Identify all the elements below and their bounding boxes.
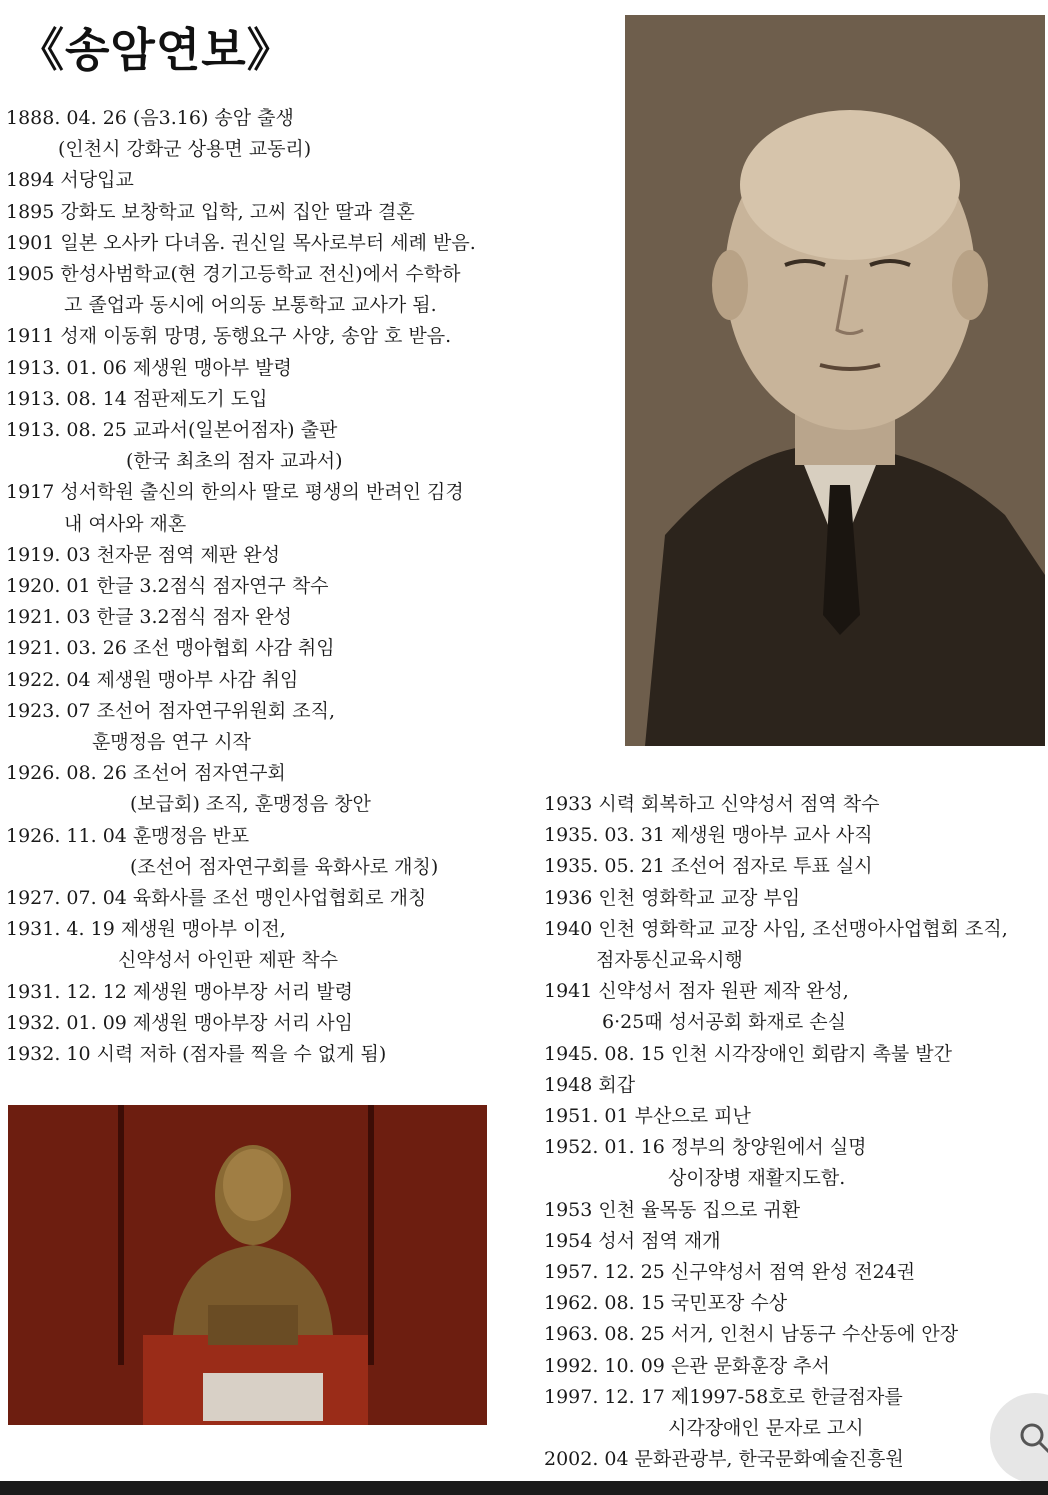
timeline-entry: 1936 인천 영화학교 교장 부임 bbox=[544, 886, 801, 909]
timeline-entry: 2002. 04 문화관광부, 한국문화예술진흥원 bbox=[544, 1448, 904, 1471]
timeline-entry: 1935. 03. 31 제생원 맹아부 교사 사직 bbox=[544, 824, 873, 847]
timeline-entry: 1888. 04. 26 (음3.16) 송암 출생 bbox=[6, 107, 294, 129]
timeline-entry: 신약성서 아인판 제판 착수 bbox=[118, 949, 339, 972]
timeline-entry: 훈맹정음 연구 시작 bbox=[92, 731, 251, 754]
timeline-entry: 1922. 04 제생원 맹아부 사감 취임 bbox=[6, 668, 299, 691]
timeline-entry: 1941 신약성서 점자 원판 제작 완성, bbox=[544, 980, 849, 1003]
timeline-entry: 1927. 07. 04 육화사를 조선 맹인사업협회로 개칭 bbox=[6, 887, 427, 910]
timeline-entry: (인천시 강화군 상용면 교동리) bbox=[58, 138, 312, 161]
timeline-entry: (보급회) 조직, 훈맹정음 창안 bbox=[130, 793, 371, 816]
timeline-entry: 점자통신교육시행 bbox=[596, 949, 743, 972]
timeline-entry: 6·25때 성서공회 화재로 손실 bbox=[602, 1011, 846, 1034]
timeline-entry: 1933 시력 회복하고 신약성서 점역 착수 bbox=[544, 793, 880, 815]
timeline-entry: 1920. 01 한글 3.2점식 점자연구 착수 bbox=[6, 575, 329, 598]
timeline-entry: 1945. 08. 15 인천 시각장애인 회람지 촉불 발간 bbox=[544, 1042, 953, 1065]
timeline-entry: 1997. 12. 17 제1997-58호로 한글점자를 bbox=[544, 1385, 903, 1408]
timeline-entry: 1931. 12. 12 제생원 맹아부장 서리 발령 bbox=[6, 980, 353, 1003]
timeline-entry: 1913. 08. 14 점판제도기 도입 bbox=[6, 387, 268, 410]
timeline-right bbox=[544, 789, 1048, 1475]
timeline-entry: 1953 인천 율목동 집으로 귀환 bbox=[544, 1198, 801, 1221]
timeline-entry: 1926. 11. 04 훈맹정음 반포 bbox=[6, 824, 250, 847]
timeline-entry: 1954 성서 점역 재개 bbox=[544, 1229, 721, 1252]
bottom-bar bbox=[0, 1481, 1048, 1495]
timeline-entry: 1931. 4. 19 제생원 맹아부 이전, bbox=[6, 918, 286, 941]
timeline-entry: 1940 인천 영화학교 교장 사임, 조선맹아사업협회 조직, bbox=[544, 917, 1008, 940]
timeline-entry: 시각장애인 문자로 고시 bbox=[668, 1417, 864, 1440]
timeline-entry: 1926. 08. 26 조선어 점자연구회 bbox=[6, 762, 286, 785]
timeline-entry: 1952. 01. 16 정부의 창양원에서 실명 bbox=[544, 1136, 867, 1159]
timeline-entry: 1901 일본 오사카 다녀옴. 권신일 목사로부터 세례 받음. bbox=[6, 231, 476, 254]
timeline-entry: 1962. 08. 15 국민포장 수상 bbox=[544, 1292, 788, 1315]
search-icon bbox=[1015, 1418, 1048, 1458]
timeline-entry: 1911 성재 이동휘 망명, 동행요구 사양, 송암 호 받음. bbox=[6, 325, 452, 348]
timeline-entry: 1921. 03 한글 3.2점식 점자 완성 bbox=[6, 606, 292, 629]
timeline-entry: 1894 서당입교 bbox=[6, 169, 134, 192]
timeline-entry: 고 졸업과 동시에 어의동 보통학교 교사가 됨. bbox=[64, 294, 437, 317]
page-title: 《송암연보》 bbox=[18, 23, 294, 77]
timeline-entry: 1905 한성사범학교(현 경기고등학교 전신)에서 수학하 bbox=[6, 263, 461, 286]
timeline-left bbox=[6, 103, 566, 1070]
timeline-entry: 내 여사와 재혼 bbox=[64, 512, 187, 535]
timeline-entry: 1895 강화도 보창학교 입학, 고씨 집안 딸과 결혼 bbox=[6, 200, 415, 223]
timeline-entry: 1923. 07 조선어 점자연구위원회 조직, bbox=[6, 699, 336, 722]
timeline-entry: 1932. 10 시력 저하 (점자를 찍을 수 없게 됨) bbox=[6, 1043, 387, 1066]
timeline-entry: 1951. 01 부산으로 피난 bbox=[544, 1105, 751, 1128]
timeline-entry: 1917 성서학원 출신의 한의사 딸로 평생의 반려인 김경 bbox=[6, 481, 464, 504]
timeline-entry: 1963. 08. 25 서거, 인천시 남동구 수산동에 안장 bbox=[544, 1323, 959, 1346]
timeline-entry: 1913. 08. 25 교과서(일본어점자) 출판 bbox=[6, 419, 338, 442]
timeline-entry: 1932. 01. 09 제생원 맹아부장 서리 사임 bbox=[6, 1011, 353, 1034]
bust-image bbox=[8, 1105, 487, 1425]
timeline-entry: 1935. 05. 21 조선어 점자로 투표 실시 bbox=[544, 855, 873, 878]
portrait-photo bbox=[625, 15, 1045, 746]
timeline-entry: 1919. 03 천자문 점역 제판 완성 bbox=[6, 543, 280, 566]
timeline-entry: (한국 최초의 점자 교과서) bbox=[126, 450, 343, 473]
portrait-image bbox=[625, 15, 1045, 746]
bronze-bust-photo bbox=[8, 1105, 487, 1425]
timeline-entry: 1992. 10. 09 은관 문화훈장 추서 bbox=[544, 1354, 830, 1377]
timeline-entry: 상이장병 재활지도함. bbox=[668, 1167, 846, 1190]
timeline-entry: 1957. 12. 25 신구약성서 점역 완성 전24권 bbox=[544, 1261, 916, 1284]
timeline-entry: 1921. 03. 26 조선 맹아협회 사감 취임 bbox=[6, 637, 335, 660]
timeline-entry: 1913. 01. 06 제생원 맹아부 발령 bbox=[6, 356, 292, 379]
timeline-entry: (조선어 점자연구회를 육화사로 개칭) bbox=[130, 855, 439, 878]
timeline-entry: 1948 회갑 bbox=[544, 1073, 636, 1096]
